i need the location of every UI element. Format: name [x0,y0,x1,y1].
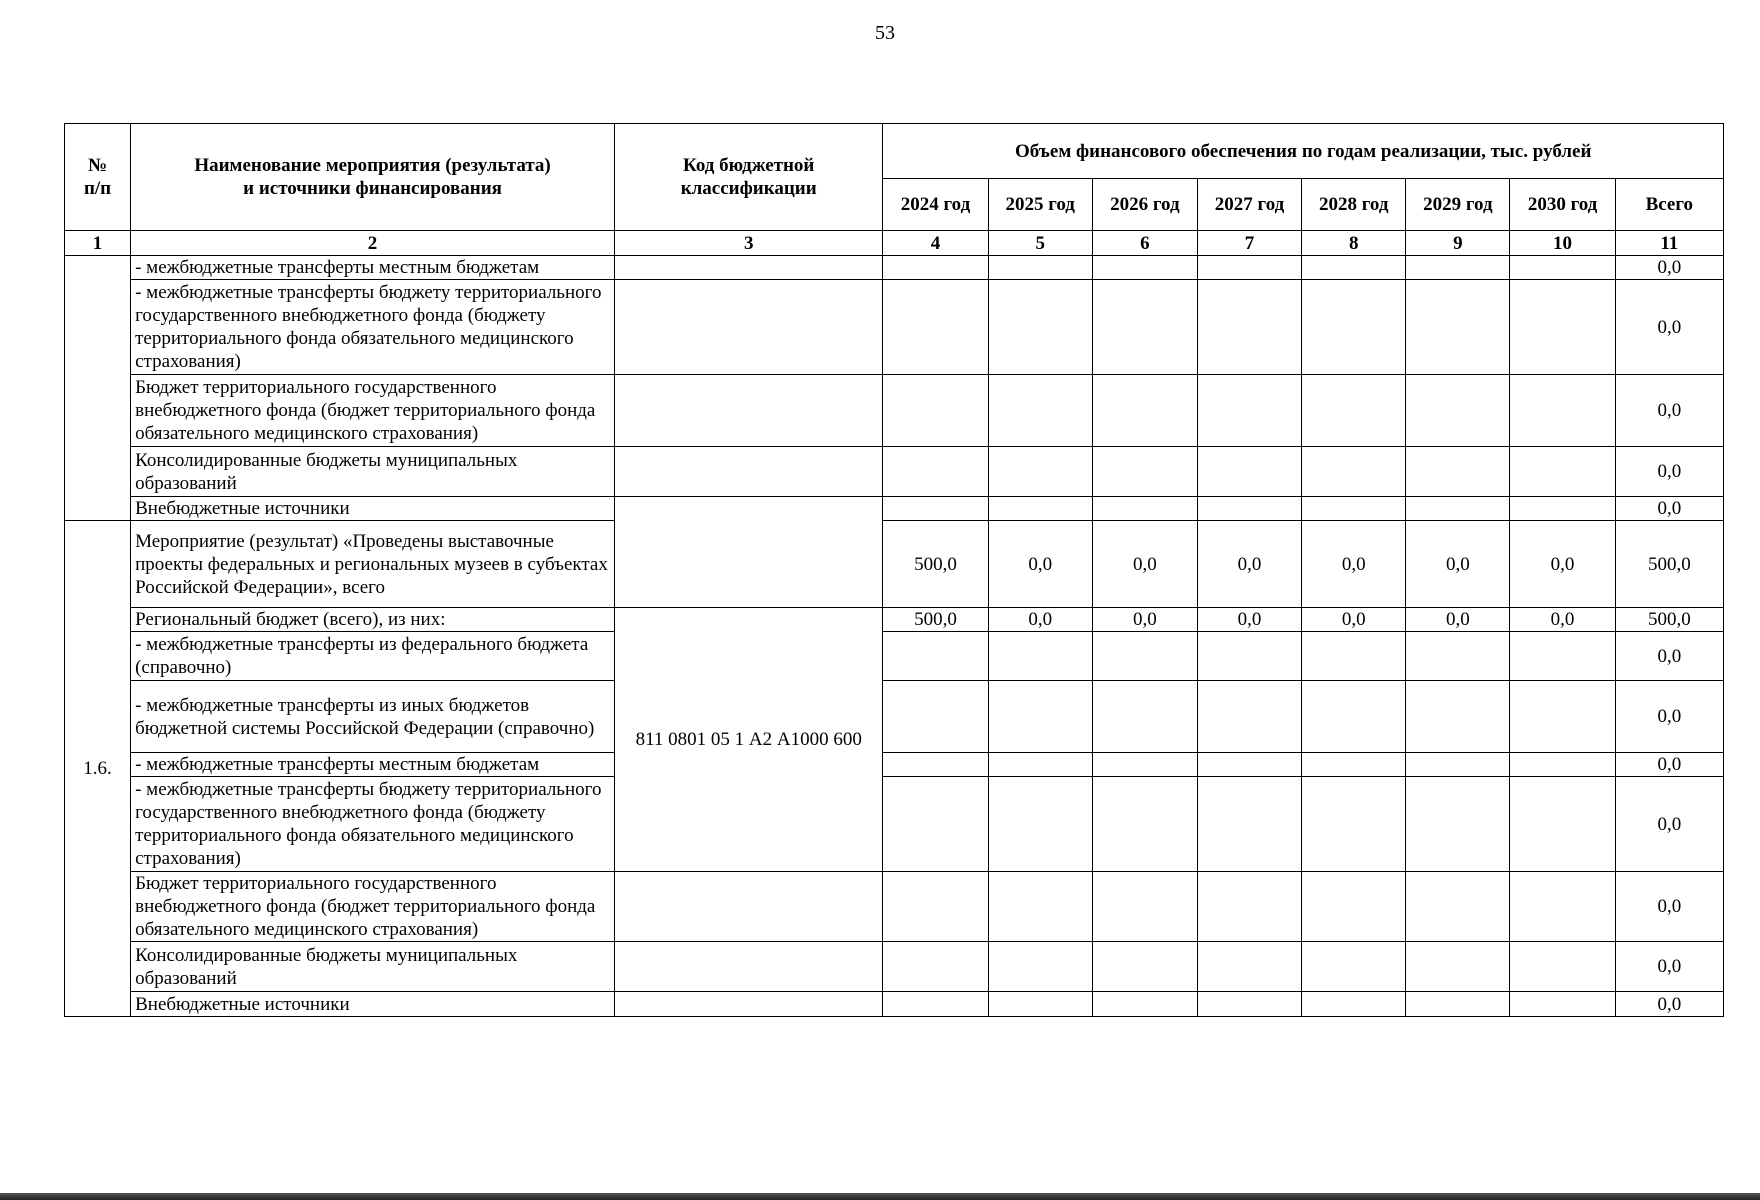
year-value [1092,992,1197,1017]
year-value [1302,681,1406,753]
header-year: 2024 год [883,179,988,231]
year-value: 500,0 [883,521,988,608]
year-value [1092,681,1197,753]
table-row [65,256,1724,280]
header-code-text: Код бюджетной классификации [680,155,817,199]
table-row [65,497,1724,521]
column-number: 9 [1406,231,1510,256]
year-value [988,942,1092,992]
year-value [988,992,1092,1017]
year-value [988,375,1092,447]
column-number: 7 [1197,231,1301,256]
year-value [1406,992,1510,1017]
year-value [1510,942,1615,992]
year-value [1197,256,1301,280]
year-value [1302,992,1406,1017]
column-number: 6 [1092,231,1197,256]
year-value: 0,0 [1197,521,1301,608]
row-name: - межбюджетные трансферты местным бюджетам [131,256,615,280]
column-number: 1 [65,231,131,256]
column-number: 8 [1302,231,1406,256]
column-number: 2 [131,231,615,256]
budget-code-cell [614,872,882,942]
row-name: Консолидированные бюджеты муниципальных образований [131,942,615,992]
table-row [65,280,1724,375]
column-number: 3 [614,231,882,256]
year-value [988,280,1092,375]
year-value: 0,0 [988,608,1092,632]
table-row [65,942,1724,992]
year-value [883,256,988,280]
year-value [1406,447,1510,497]
row-name: Региональный бюджет (всего), из них: [131,608,615,632]
total-value: 0,0 [1615,632,1723,681]
year-value: 0,0 [1510,521,1615,608]
total-value: 0,0 [1615,280,1723,375]
year-value [1406,632,1510,681]
year-value: 500,0 [883,608,988,632]
total-value: 0,0 [1615,375,1723,447]
year-value [1197,753,1301,777]
table-row [65,992,1724,1017]
year-value [988,872,1092,942]
budget-code-cell [614,375,882,447]
year-value: 0,0 [1510,608,1615,632]
year-value [1302,375,1406,447]
year-value: 0,0 [1197,608,1301,632]
budget-table [64,123,1724,1017]
year-value [883,632,988,681]
total-value: 0,0 [1615,872,1723,942]
table-row [65,375,1724,447]
year-value [883,280,988,375]
header-year: 2028 год [1302,179,1406,231]
year-value [1406,942,1510,992]
budget-code-cell [614,942,882,992]
row-name: Бюджет территориального государственного внебюджетного фонда (бюджет территориального фонда обязательного медицинского страхования) [131,375,615,447]
year-value [1302,256,1406,280]
year-value [1197,497,1301,521]
year-value [1302,777,1406,872]
year-value [988,681,1092,753]
year-value [1092,497,1197,521]
year-value [988,256,1092,280]
year-value [1510,375,1615,447]
year-value: 0,0 [1302,608,1406,632]
total-value: 0,0 [1615,497,1723,521]
header-volume: Объем финансового обеспечения по годам реализации, тыс. рублей [883,124,1724,179]
budget-code-cell [614,256,882,280]
row-name: - межбюджетные трансферты бюджету территориального государственного внебюджетного фонда (бюджету территориального фонда обязательного медицинского страхования) [131,777,615,872]
header-year: 2026 год [1092,179,1197,231]
year-value [1406,681,1510,753]
year-value [883,777,988,872]
header-num-line1: № п/п [83,155,112,199]
year-value [1510,992,1615,1017]
year-value: 0,0 [1092,521,1197,608]
table-row [65,632,1724,681]
year-value [988,497,1092,521]
year-value [1092,256,1197,280]
year-value [1092,632,1197,681]
row-name: Бюджет территориального государственного внебюджетного фонда (бюджет территориального фонда обязательного медицинского страхования) [131,872,615,942]
row-name: Внебюджетные источники [131,992,615,1017]
year-value [1092,753,1197,777]
table-row [65,777,1724,872]
row-name: - межбюджетные трансферты из иных бюджетов бюджетной системы Российской Федерации (справочно) [131,681,615,753]
year-value [1406,256,1510,280]
page-number: 53 [875,22,895,44]
year-value [1302,753,1406,777]
header-name-text: Наименование мероприятия (результата) и источники финансирования [194,155,551,199]
year-value [1092,447,1197,497]
year-value [883,872,988,942]
year-value [1302,632,1406,681]
total-value: 0,0 [1615,777,1723,872]
header-year: 2029 год [1406,179,1510,231]
total-value: 0,0 [1615,942,1723,992]
header-year: 2030 год [1510,179,1615,231]
budget-code-cell [614,497,882,608]
year-value [883,447,988,497]
year-value: 0,0 [988,521,1092,608]
year-value [1197,992,1301,1017]
row-name: Консолидированные бюджеты муниципальных образований [131,447,615,497]
year-value [988,777,1092,872]
header-code [614,124,882,231]
total-value: 0,0 [1615,681,1723,753]
year-value [1406,280,1510,375]
year-value: 0,0 [1406,608,1510,632]
row-name: - межбюджетные трансферты из федерального бюджета (справочно) [131,632,615,681]
year-value [1092,375,1197,447]
header-year: 2025 год [988,179,1092,231]
year-value [1510,777,1615,872]
year-value [1510,681,1615,753]
year-value [1197,681,1301,753]
year-value [988,632,1092,681]
year-value [1302,497,1406,521]
year-value [1092,872,1197,942]
page-bottom-edge [0,1193,1760,1200]
year-value [1302,447,1406,497]
year-value [988,447,1092,497]
table-row [65,681,1724,753]
budget-code-cell: 811 0801 05 1 А2 А1000 600 [614,608,882,872]
table-row [65,872,1724,942]
year-value [988,753,1092,777]
year-value: 0,0 [1302,521,1406,608]
row-index-cell: 1.6. [65,521,131,1017]
budget-code-cell [614,992,882,1017]
year-value [883,375,988,447]
year-value [1197,942,1301,992]
year-value [1092,942,1197,992]
year-value [1197,447,1301,497]
year-value [1406,497,1510,521]
year-value [1510,447,1615,497]
year-value [1092,777,1197,872]
year-value [1510,256,1615,280]
row-index-cell [65,256,131,521]
total-value: 0,0 [1615,992,1723,1017]
row-name: Мероприятие (результат) «Проведены выставочные проекты федеральных и региональных музеев в субъектах Российской Федерации», всего [131,521,615,608]
row-name: - межбюджетные трансферты бюджету территориального государственного внебюджетного фонда (бюджету территориального фонда обязательного медицинского страхования) [131,280,615,375]
year-value [883,992,988,1017]
year-value [1302,872,1406,942]
total-value: 0,0 [1615,753,1723,777]
year-value [1406,753,1510,777]
header-year: Всего [1615,179,1723,231]
year-value [1406,375,1510,447]
year-value [1302,280,1406,375]
column-number: 4 [883,231,988,256]
row-name: - межбюджетные трансферты местным бюджетам [131,753,615,777]
year-value [883,497,988,521]
total-value: 500,0 [1615,521,1723,608]
total-value: 0,0 [1615,447,1723,497]
table-row [65,753,1724,777]
column-number: 5 [988,231,1092,256]
year-value [1510,280,1615,375]
year-value [1510,632,1615,681]
year-value [1197,375,1301,447]
year-value [1510,872,1615,942]
table-row [65,447,1724,497]
year-value [1302,942,1406,992]
column-number: 10 [1510,231,1615,256]
year-value: 0,0 [1406,521,1510,608]
year-value [1197,632,1301,681]
budget-code-cell [614,280,882,375]
year-value: 0,0 [1092,608,1197,632]
header-name [131,124,615,231]
year-value [1092,280,1197,375]
year-value [883,681,988,753]
column-number: 11 [1615,231,1723,256]
total-value: 0,0 [1615,256,1723,280]
year-value [1510,753,1615,777]
header-num [65,124,131,231]
year-value [1406,872,1510,942]
budget-code-cell [614,447,882,497]
row-name: Внебюджетные источники [131,497,615,521]
table-row [65,608,1724,632]
year-value [1510,497,1615,521]
total-value: 500,0 [1615,608,1723,632]
year-value [1197,872,1301,942]
year-value [1406,777,1510,872]
header-year: 2027 год [1197,179,1301,231]
year-value [883,942,988,992]
year-value [883,753,988,777]
year-value [1197,280,1301,375]
year-value [1197,777,1301,872]
table-row [65,521,1724,608]
